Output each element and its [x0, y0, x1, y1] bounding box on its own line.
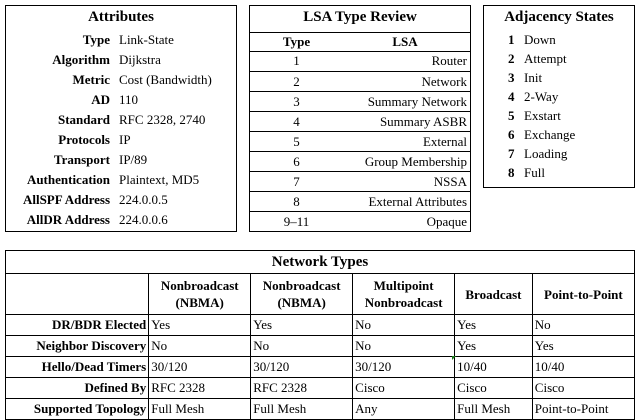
adjacency-state-name: 2-Way [524, 89, 559, 104]
adjacency-state-name: Exstart [524, 108, 561, 123]
lsa-type-name: Summary Network [367, 94, 467, 109]
adjacency-state-number: 7 [508, 146, 515, 161]
network-cell-value: Point-to-Point [534, 401, 609, 416]
network-cell-value: No [151, 338, 168, 353]
lsa-type-panel [249, 5, 471, 232]
adjacency-state-number: 4 [508, 89, 515, 104]
network-cell [149, 336, 251, 357]
attribute-value: Dijkstra [119, 52, 161, 67]
network-cell [149, 378, 251, 399]
attribute-value: IP/89 [119, 152, 148, 167]
network-cell [353, 315, 455, 336]
network-row-header: DR/BDR Elected [6, 315, 149, 336]
adjacency-state-row [508, 68, 542, 87]
network-cell [455, 399, 533, 420]
lsa-header-row [250, 32, 470, 52]
adjacency-states-panel [483, 5, 635, 188]
attribute-value: IP [119, 132, 131, 147]
network-type-header [353, 274, 455, 315]
lsa-type-number: 8 [293, 194, 300, 209]
network-cell-value: Yes [151, 317, 171, 332]
network-types-title: Network Types [6, 251, 635, 274]
attribute-key: AllDR Address [26, 212, 110, 227]
lsa-type-name: Group Membership [364, 154, 467, 169]
lsa-type-number: 1 [293, 53, 300, 68]
attribute-row [6, 190, 236, 210]
attributes-panel [5, 5, 237, 232]
attribute-row [6, 150, 236, 170]
lsa-type-number: 6 [293, 154, 300, 169]
lsa-row [250, 131, 470, 151]
adjacency-state-name: Exchange [524, 127, 576, 142]
attribute-row [6, 50, 236, 70]
network-cell [251, 315, 353, 336]
network-cell-value: RFC 2328 [253, 380, 308, 395]
lsa-title: LSA Type Review [303, 9, 417, 25]
lsa-type-name: NSSA [433, 174, 467, 189]
network-type-header-line1: Nonbroadcast [160, 278, 239, 293]
adjacency-state-name: Loading [524, 146, 568, 161]
lsa-type-number: 2 [293, 74, 300, 89]
attribute-row [6, 90, 236, 110]
network-cell [455, 336, 533, 357]
lsa-type-name: External [422, 134, 467, 149]
network-type-header [532, 274, 634, 315]
adjacency-state-number: 8 [508, 165, 515, 180]
attribute-key: Metric [72, 72, 110, 87]
adjacency-state-name: Full [524, 165, 545, 180]
adjacency-state-row [508, 106, 561, 125]
attribute-row [6, 210, 236, 230]
network-cell [251, 336, 353, 357]
network-type-header-line2: (NBMA) [175, 295, 224, 310]
network-cell-value: 10/40 [457, 359, 487, 374]
network-row [6, 378, 635, 399]
network-cell [149, 357, 251, 378]
network-cell [532, 378, 634, 399]
adjacency-state-row [508, 30, 556, 49]
lsa-type-number: 4 [293, 114, 300, 129]
lsa-row [250, 211, 470, 231]
attribute-value: 224.0.0.5 [119, 192, 168, 207]
attribute-key: Standard [57, 112, 110, 127]
network-cell [532, 399, 634, 420]
attribute-value: 110 [119, 92, 139, 107]
adjacency-state-row [508, 163, 545, 182]
lsa-row [250, 151, 470, 171]
attribute-row [6, 70, 236, 90]
adjacency-state-name: Attempt [524, 51, 567, 66]
lsa-type-number: 9–11 [283, 214, 310, 229]
attribute-row [6, 170, 236, 190]
network-cell [455, 378, 533, 399]
network-row [6, 315, 635, 336]
lsa-type-name: External Attributes [368, 194, 467, 209]
network-cell [251, 378, 353, 399]
network-cell-value: No [534, 317, 551, 332]
network-row-header: Defined By [6, 378, 149, 399]
lsa-row [250, 191, 470, 211]
network-type-header [149, 274, 251, 315]
attribute-key: Transport [53, 152, 110, 167]
lsa-row [250, 51, 470, 71]
network-cell-value: Yes [534, 338, 554, 353]
network-row-header: Neighbor Discovery [6, 336, 149, 357]
attributes-title: Attributes [88, 9, 154, 25]
adjacency-state-row [508, 144, 567, 163]
network-cell-value: Full Mesh [151, 401, 205, 416]
network-cell [149, 399, 251, 420]
network-cell [353, 378, 455, 399]
network-cell [532, 315, 634, 336]
network-cell-value: No [355, 338, 372, 353]
network-type-header-line2: Nonbroadcast [364, 295, 443, 310]
adjacency-state-number: 5 [508, 108, 515, 123]
lsa-row [250, 111, 470, 131]
lsa-row [250, 171, 470, 191]
adjacency-title: Adjacency States [504, 9, 614, 25]
network-cell [353, 357, 455, 378]
network-row-header: Hello/Dead Timers [6, 357, 149, 378]
attribute-value: 224.0.0.6 [119, 212, 168, 227]
network-row [6, 399, 635, 420]
network-cell-value: Cisco [534, 380, 565, 395]
network-cell [455, 315, 533, 336]
attribute-value: Plaintext, MD5 [119, 172, 200, 187]
network-type-header-line1: Point-to-Point [544, 286, 623, 302]
attribute-key: AllSPF Address [22, 192, 110, 207]
network-cell-value: 30/120 [151, 359, 188, 374]
network-cell [353, 399, 455, 420]
network-cell-value: Full Mesh [457, 401, 511, 416]
network-type-header-line1: Nonbroadcast [262, 278, 341, 293]
adjacency-state-name: Down [524, 32, 556, 47]
attribute-row [6, 130, 236, 150]
network-row [6, 357, 635, 378]
network-cell-value: Full Mesh [253, 401, 307, 416]
lsa-row [250, 71, 470, 91]
network-cell [532, 357, 634, 378]
adjacency-state-number: 6 [508, 127, 515, 142]
lsa-type-number: 3 [293, 94, 300, 109]
network-cell [251, 357, 353, 378]
adjacency-state-name: Init [524, 70, 543, 85]
adjacency-state-number: 1 [508, 32, 515, 47]
network-cell-value: 30/120 [355, 359, 392, 374]
adjacency-state-row [508, 125, 575, 144]
network-cell [532, 336, 634, 357]
attribute-row [6, 110, 236, 130]
network-cell-value: 30/120 [253, 359, 290, 374]
lsa-type-name: Opaque [426, 214, 467, 229]
network-cell-value: No [355, 317, 372, 332]
network-types-table [5, 250, 635, 420]
network-cell-value: RFC 2328 [151, 380, 206, 395]
attribute-key: Protocols [58, 132, 110, 147]
network-cell [149, 315, 251, 336]
lsa-col-type: Type [282, 34, 311, 49]
network-type-header [455, 274, 533, 315]
network-type-header [251, 274, 353, 315]
network-cell-value: No [253, 338, 270, 353]
lsa-type-name: Summary ASBR [379, 114, 467, 129]
attribute-key: AD [91, 92, 110, 107]
lsa-type-number: 7 [293, 174, 300, 189]
attribute-key: Type [82, 32, 110, 47]
network-cell-value: Yes [457, 338, 477, 353]
network-type-header-line1: Broadcast [465, 286, 522, 302]
lsa-type-name: Router [431, 53, 467, 68]
adjacency-state-row [508, 87, 558, 106]
lsa-type-name: Network [421, 74, 467, 89]
adjacency-state-row [508, 49, 567, 68]
attribute-value: Cost (Bandwidth) [119, 72, 212, 87]
network-row-header: Supported Topology [6, 399, 149, 420]
adjacency-state-number: 2 [508, 51, 515, 66]
attribute-key: Algorithm [52, 52, 110, 67]
network-corner-cell [6, 274, 149, 315]
attribute-row [6, 30, 236, 50]
network-row [6, 336, 635, 357]
adjacency-state-number: 3 [508, 70, 515, 85]
network-header-row [6, 274, 635, 315]
network-cell-value: Yes [253, 317, 273, 332]
lsa-type-number: 5 [293, 134, 300, 149]
network-cell [455, 357, 533, 378]
network-cell [251, 399, 353, 420]
attribute-value: RFC 2328, 2740 [119, 112, 206, 127]
network-type-header-line2: (NBMA) [277, 295, 326, 310]
network-cell-value: Cisco [457, 380, 487, 395]
network-cell [353, 336, 455, 357]
attribute-value: Link-State [119, 32, 174, 47]
network-type-header-line1: Multipoint [373, 278, 434, 293]
network-cell-value: Cisco [355, 380, 385, 395]
network-cell-value: 10/40 [534, 359, 565, 374]
lsa-col-lsa: LSA [392, 34, 418, 49]
lsa-row [250, 91, 470, 111]
network-cell-value: Any [355, 401, 378, 416]
network-cell-value: Yes [457, 317, 477, 332]
attribute-key: Authentication [26, 172, 110, 187]
